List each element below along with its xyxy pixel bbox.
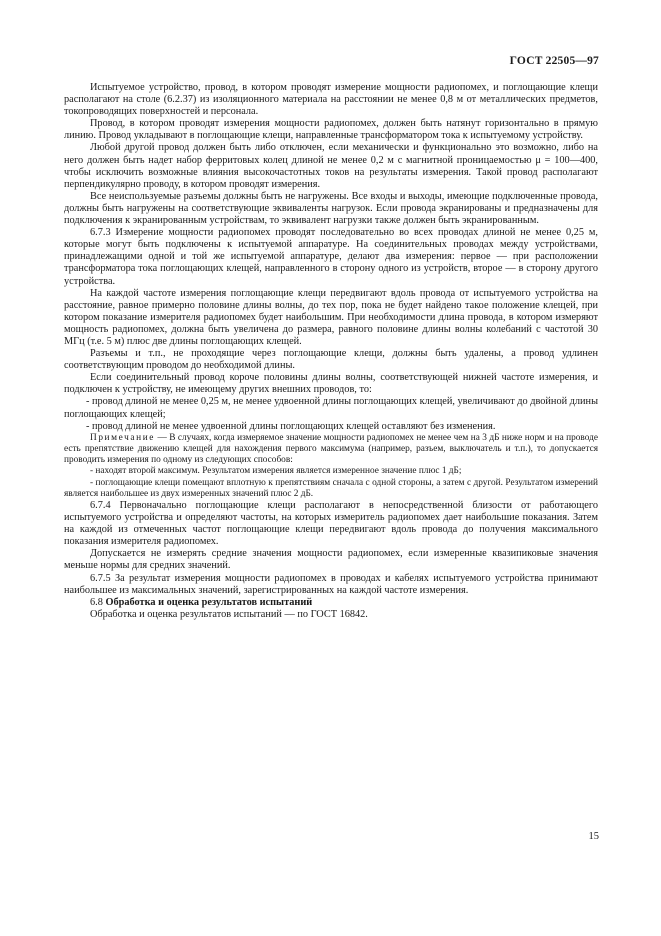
- note-label: Примечание: [90, 432, 155, 443]
- paragraph: Все неиспользуемые разъемы должны быть не нагружены. Все входы и выходы, имеющие подключенные провода, должны быть нагружены на соответствующие эквиваленты нагрузок. Если провода экранированы и предназначены для подключения к экранированным устройствам, то эквивалент нагрузки также должен быть экранированным.: [64, 190, 598, 227]
- section-title: Обработка и оценка результатов испытаний: [105, 596, 313, 608]
- note-text: — В случаях, когда измеряемое значение мощности радиопомех не менее чем на 3 дБ ниже норм и на проводе есть препятствие движению клещей для нахождения первого максимума (например, разъем, выключатель и т.п.), то допускается проводить измерения по одному из следующих способов:: [64, 432, 598, 466]
- section-number: 6.8: [90, 596, 106, 608]
- note-list-item: - находят второй максимум. Результатом измерения является измеренное значение плюс 1 дБ;: [90, 466, 462, 477]
- paragraph: Если соединительный провод короче половины длины волны, соответствующей нижней частоте измерения, и подключен к устройству, не имеющему других внешних проводов, то:: [64, 372, 598, 396]
- paragraph: Провод, в котором проводят измерения мощности радиопомех, должен быть натянут горизонтально в прямую линию. Провод укладывают в поглощающие клещи, направленные трансформатором тока к испытуемому устройству.: [64, 118, 598, 142]
- paragraph-6-7-3: 6.7.3 Измерение мощности радиопомех проводят последовательно во всех проводах длиной не менее 0,25 м, которые могут быть подключены к испытуемой аппаратуре. На соединительных проводах между устройствами, принадлежащими одной и той же испытуемой аппаратуре, делают два измерения: первое — при расположении трансформатора тока поглощающих клещей, направленного в сторону одного из устройств, второе — в сторону другого устройства.: [64, 227, 598, 287]
- paragraph: На каждой частоте измерения поглощающие клещи передвигают вдоль провода от испытуемого устройства на расстояние, равное примерно половине длины волны, до тех пор, пока не будет найдено такое положение клещей, при котором показание измерителя радиопомех будет наибольшим. При необходимости длина провода, в котором измеряют мощность радиопомех, должна быть увеличена до размера, равного половине длины волны колебаний с частотой 30 МГц (т.е. 5 м) плюс две длины поглощающих клещей.: [64, 287, 598, 347]
- paragraph-6-7-5: 6.7.5 За результат измерения мощности радиопомех в проводах и кабелях испытуемого устройства принимают наибольшее из максимальных значений, зарегистрированных на каждой частоте измерения.: [64, 572, 598, 596]
- document-body: [64, 82, 598, 621]
- paragraph: Испытуемое устройство, провод, в котором проводят измерение мощности радиопомех, и поглощающие клещи располагают на столе (6.2.37) из изоляционного материала на расстоянии не менее 0,8 м от металлических предметов, токопроводящих поверхностей и персонала.: [64, 82, 598, 118]
- document-code: ГОСТ 22505—97: [509, 55, 599, 67]
- note-list-item: - поглощающие клещи помещают вплотную к препятствиям сначала с одной стороны, а затем с другой. Результатом измерений является наибольшее из двух измеренных значений плюс 2 дБ.: [64, 477, 598, 499]
- paragraph: Разъемы и т.п., не проходящие через поглощающие клещи, должны быть удалены, а провод удлинен соответствующим проводом до необходимой длины.: [64, 348, 598, 372]
- note-paragraph: [64, 433, 598, 467]
- paragraph: Обработка и оценка результатов испытаний — по ГОСТ 16842.: [90, 608, 368, 620]
- list-item: - провод длиной не менее 0,25 м, не менее удвоенной длины поглощающих клещей, увеличивают до двойной длины поглощающих клещей;: [64, 396, 598, 420]
- list-item: - провод длиной не менее удвоенной длины поглощающих клещей оставляют без изменения.: [86, 420, 496, 432]
- paragraph: Любой другой провод должен быть либо отключен, если механически и функционально это возможно, либо на него должен быть надет набор ферритовых колец длиной не менее 0,2 м с магнитной проницаемостью μ = 100—400, чтобы исключить возможные влияния высокочастотных токов на результаты измерения. Такой провод располагают перпендикулярно проводу, в котором проводят измерения.: [64, 142, 598, 190]
- page-number: 15: [588, 831, 599, 842]
- paragraph: Допускается не измерять средние значения мощности радиопомех, если измеренные квазипиковые значения меньше нормы для средних значений.: [64, 548, 598, 572]
- section-heading-6-8: [64, 597, 598, 609]
- note-block: [64, 433, 598, 500]
- paragraph-6-7-4: 6.7.4 Первоначально поглощающие клещи располагают в непосредственной близости от работающего испытуемого устройства и определяют частоты, на которых измеритель радиопомех дает наибольшие показания. Затем на каждой из отмеченных частот поглощающие клещи передвигают вдоль провода до получения максимального показания измерителя радиопомех.: [64, 499, 598, 548]
